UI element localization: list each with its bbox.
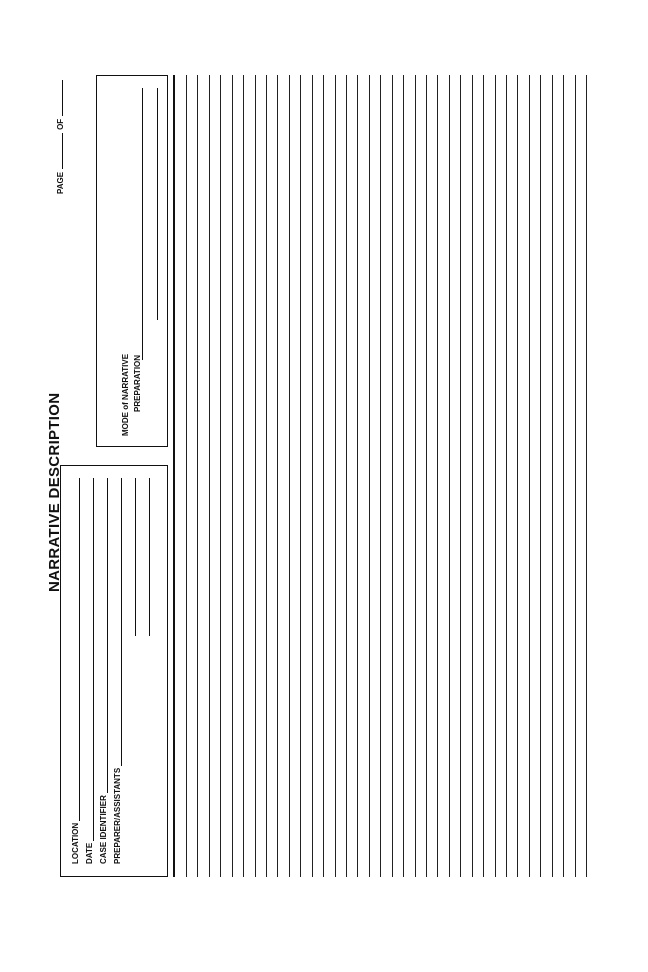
ruled-line[interactable] (540, 75, 541, 877)
preparer-label: PREPARER/ASSISTANTS (113, 767, 122, 864)
preparer-blank[interactable] (112, 478, 122, 766)
ruled-line[interactable] (563, 75, 564, 877)
ruled-line[interactable] (335, 75, 336, 877)
ruled-line[interactable] (186, 75, 187, 877)
ruled-line[interactable] (552, 75, 553, 877)
ruled-line[interactable] (300, 75, 301, 877)
ruled-line[interactable] (517, 75, 518, 877)
ruled-line[interactable] (323, 75, 324, 877)
mode-label-line1: MODE of NARRATIVE (121, 353, 130, 436)
ruled-line[interactable] (232, 75, 233, 877)
ruled-line[interactable] (426, 75, 427, 877)
mode-blank-2[interactable] (157, 88, 158, 320)
case-info-box (60, 465, 168, 877)
ruled-line[interactable] (586, 75, 587, 877)
date-field[interactable] (83, 478, 94, 864)
ruled-line[interactable] (529, 75, 530, 877)
preparer-extra-line-2[interactable] (149, 478, 150, 636)
case-identifier-blank[interactable] (98, 478, 108, 793)
ruled-line[interactable] (197, 75, 198, 877)
case-identifier-label: CASE IDENTIFIER (99, 795, 108, 864)
ruled-line[interactable] (266, 75, 267, 877)
ruled-line[interactable] (472, 75, 473, 877)
ruled-line[interactable] (357, 75, 358, 877)
ruled-line[interactable] (243, 75, 244, 877)
ruled-line[interactable] (449, 75, 450, 877)
preparer-field[interactable] (111, 478, 122, 864)
ruled-line[interactable] (220, 75, 221, 877)
date-blank[interactable] (84, 478, 94, 841)
page-number-field (56, 77, 65, 194)
header-divider (173, 75, 175, 877)
mode-label-line2: PREPARATION (133, 354, 142, 412)
ruled-line[interactable] (392, 75, 393, 877)
case-identifier-field[interactable] (97, 478, 108, 864)
mode-blank-1[interactable] (142, 88, 143, 320)
ruled-line[interactable] (312, 75, 313, 877)
page-label: PAGE (56, 171, 65, 194)
ruled-line[interactable] (346, 75, 347, 877)
date-label: DATE (85, 842, 94, 864)
ruled-line[interactable] (437, 75, 438, 877)
ruled-line[interactable] (483, 75, 484, 877)
preparer-extra-line-1[interactable] (135, 478, 136, 636)
page-total-blank[interactable] (62, 80, 63, 116)
location-field[interactable] (69, 478, 80, 864)
ruled-line[interactable] (403, 75, 404, 877)
mode-blank-short[interactable] (142, 320, 143, 360)
ruled-line[interactable] (495, 75, 496, 877)
ruled-line[interactable] (460, 75, 461, 877)
ruled-line[interactable] (209, 75, 210, 877)
ruled-line[interactable] (506, 75, 507, 877)
mode-of-narrative-box (96, 75, 168, 447)
ruled-line[interactable] (369, 75, 370, 877)
ruled-line[interactable] (575, 75, 576, 877)
ruled-line[interactable] (255, 75, 256, 877)
form-title: NARRATIVE DESCRIPTION (46, 392, 63, 592)
location-blank[interactable] (70, 478, 80, 821)
ruled-line[interactable] (415, 75, 416, 877)
ruled-line[interactable] (277, 75, 278, 877)
of-label: OF (56, 118, 65, 130)
ruled-line[interactable] (380, 75, 381, 877)
location-label: LOCATION (71, 822, 80, 864)
ruled-line[interactable] (289, 75, 290, 877)
page-number-blank[interactable] (62, 133, 63, 169)
